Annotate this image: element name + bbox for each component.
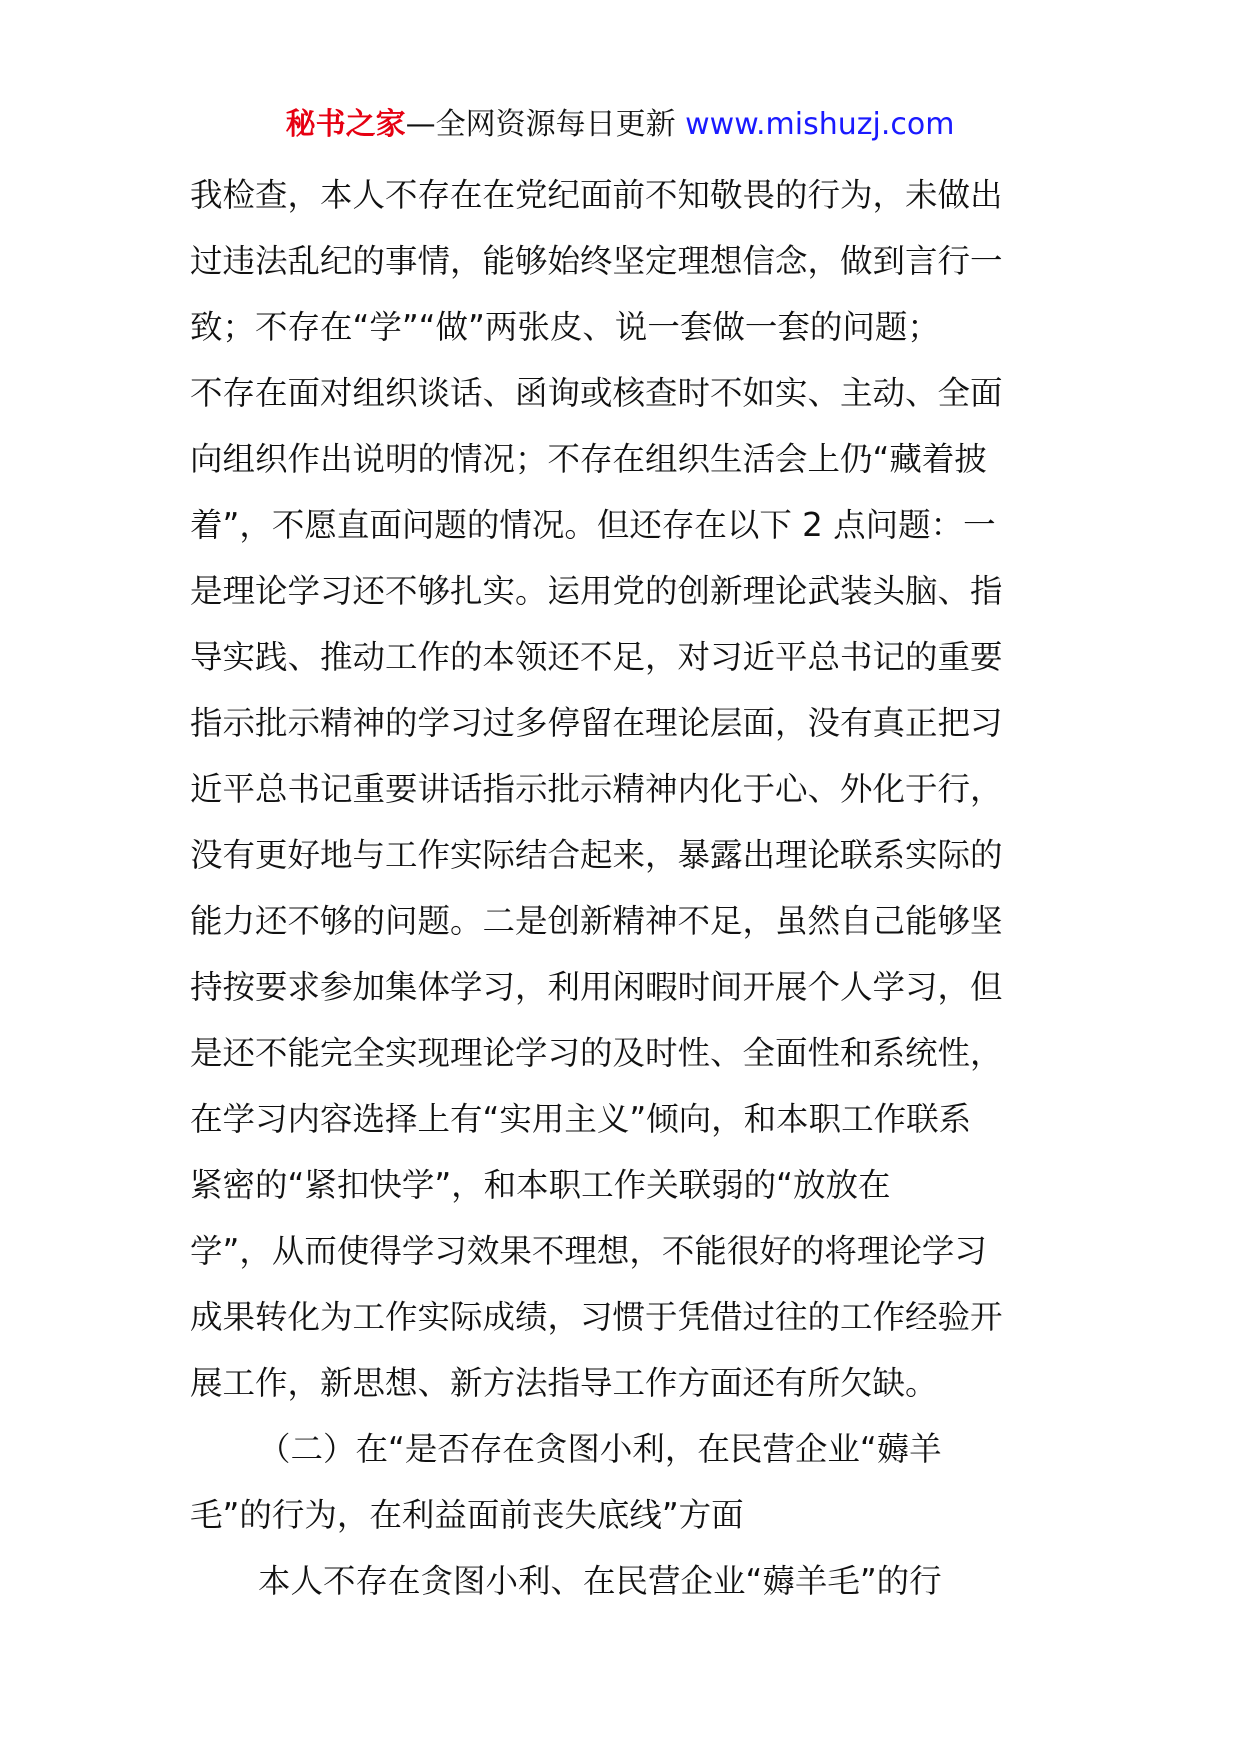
text-line: 成果转化为工作实际成绩，习惯于凭借过往的工作经验开 <box>190 1298 1003 1336</box>
text-line: 致；不存在“学”“做”两张皮、说一套做一套的问题； <box>190 308 940 346</box>
section-heading-line: （二）在“是否存在贪图小利，在民营企业“薅羊 <box>258 1430 942 1468</box>
section-heading-line: 毛”的行为，在利益面前丧失底线”方面 <box>190 1496 744 1534</box>
text-line: 不存在面对组织谈话、函询或核查时不如实、主动、全面 <box>190 374 1003 412</box>
text-line: 过违法乱纪的事情，能够始终坚定理想信念，做到言行一 <box>190 242 1003 280</box>
text-line: 导实践、推动工作的本领还不足，对习近平总书记的重要 <box>190 638 1003 676</box>
text-line: 是理论学习还不够扎实。运用党的创新理论武装头脑、指 <box>190 572 1003 610</box>
site-url-link[interactable]: www.mishuzj.com <box>685 107 955 142</box>
text-line: 向组织作出说明的情况；不存在组织生活会上仍“藏着披 <box>190 440 987 478</box>
text-line: 在学习内容选择上有“实用主义”倾向，和本职工作联系 <box>190 1100 972 1138</box>
text-line: 没有更好地与工作实际结合起来，暴露出理论联系实际的 <box>190 836 1003 874</box>
text-line: 学”，从而使得学习效果不理想，不能很好的将理论学习 <box>190 1232 987 1270</box>
site-brand: 秘书之家 <box>285 107 406 142</box>
text-line: 我检查，本人不存在在党纪面前不知敬畏的行为，未做出 <box>190 176 1003 214</box>
site-header <box>0 100 1240 150</box>
text-line: 指示批示精神的学习过多停留在理论层面，没有真正把习 <box>190 704 1003 742</box>
text-line: 持按要求参加集体学习，利用闲暇时间开展个人学习，但 <box>190 968 1003 1006</box>
text-line: 是还不能完全实现理论学习的及时性、全面性和系统性， <box>190 1034 1003 1072</box>
text-line: 紧密的“紧扣快学”，和本职工作关联弱的“放放在 <box>190 1166 891 1204</box>
document-body <box>190 162 1060 1614</box>
text-line: 能力还不够的问题。二是创新精神不足，虽然自己能够坚 <box>190 902 1003 940</box>
site-tagline: —全网资源每日更新 <box>405 107 686 142</box>
text-line: 近平总书记重要讲话指示批示精神内化于心、外化于行， <box>190 770 1003 808</box>
text-line: 本人不存在贪图小利、在民营企业“薅羊毛”的行 <box>258 1562 942 1600</box>
text-line: 展工作，新思想、新方法指导工作方面还有所欠缺。 <box>190 1364 938 1402</box>
text-line: 着”，不愿直面问题的情况。但还存在以下 2 点问题：一 <box>190 506 996 544</box>
